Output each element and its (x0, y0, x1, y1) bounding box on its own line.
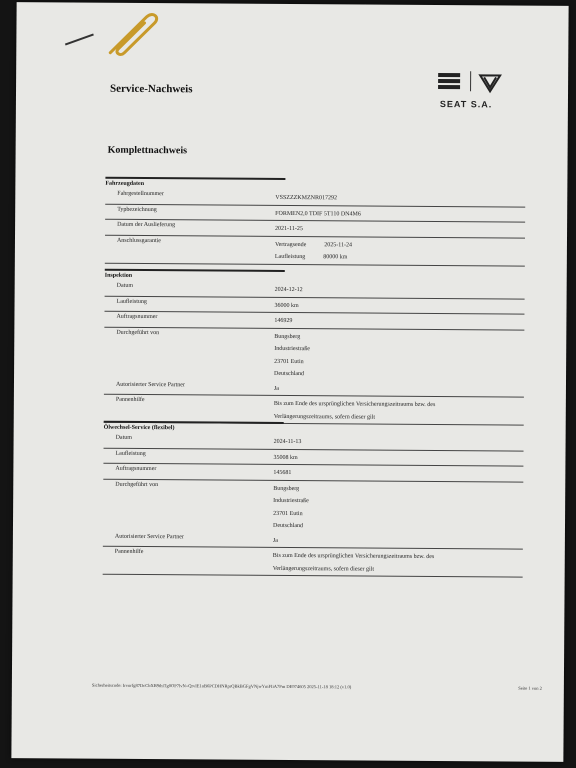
document-title: Service-Nachweis (110, 82, 193, 96)
seat-logo (432, 63, 504, 116)
partner-row: Autorisierter Service Partner Ja (104, 379, 524, 397)
breakdown-row: Pannenhilfe Bis zum Ende des ursprünglichen Versicherungszeitraums bzw. des Verlängerungszeitraums, sofern dieser gilt (103, 547, 523, 578)
brand-name: SEAT S.A. (439, 99, 493, 110)
table-row: Laufleistung 36000 km (104, 296, 524, 314)
page-number: Seite 1 von 2 (518, 685, 542, 691)
table-row: Laufleistung 35008 km (103, 448, 523, 466)
security-code: Sicherheitscode: Irvorfg87DcCbXB9thiTg0OP7lvN=QrvIE1oB6PCDHNRprQBkBGFgVNjwYmFIiA7Pm DE974605 2025-11-18 18:12 (v1.0) (91, 682, 352, 690)
page-footer (92, 683, 542, 691)
partner-row: Autorisierter Service Partner Ja (103, 531, 523, 549)
vehicle-section (105, 177, 526, 266)
table-row: Auftragsnummer 146929 (104, 312, 524, 330)
table-row: Typbezeichnung FORMEN2,0 TDIF 5T110 DN4M6 (105, 204, 525, 222)
inspection-heading: Inspektion (105, 269, 525, 284)
seat-s-icon (438, 73, 460, 89)
oil-change-section (103, 421, 524, 578)
performed-by-row: Durchgeführt von Bungsberg Industriestraße 23701 Eutin Deutschland (116, 329, 310, 378)
vehicle-heading: Fahrzeugdaten (105, 177, 525, 192)
oil-change-heading: Ölwechsel-Service (flexibel) (104, 421, 524, 436)
subtitle: Komplettnachweis (107, 144, 188, 157)
table-row: Fahrgestellnummer VSSZZZKMZNR017292 (105, 189, 525, 207)
table-row: Datum der Auslieferung 2021-11-25 (105, 220, 525, 238)
table-row: Datum 2024-11-13 (104, 433, 524, 451)
breakdown-row: Pannenhilfe Bis zum Ende des ursprünglichen Versicherungszeitraums bzw. des Verlängerungszeitraums, sofern dieser gilt (104, 395, 524, 426)
cupra-icon (480, 75, 500, 91)
paperclip-icon (94, 9, 164, 59)
table-row: Auftragsnummer 145681 (103, 464, 523, 482)
pen-mark (65, 34, 94, 46)
document-page (11, 2, 568, 762)
warranty-row: Anschlussgarantie Vertragsende 2025-11-24 Laufleistung 80000 km (105, 235, 525, 266)
table-row: Datum 2024-12-12 (105, 281, 525, 299)
performed-by-row: Durchgeführt von Bungsberg Industriestraße 23701 Eutin Deutschland (115, 481, 309, 530)
inspection-section (104, 269, 525, 426)
